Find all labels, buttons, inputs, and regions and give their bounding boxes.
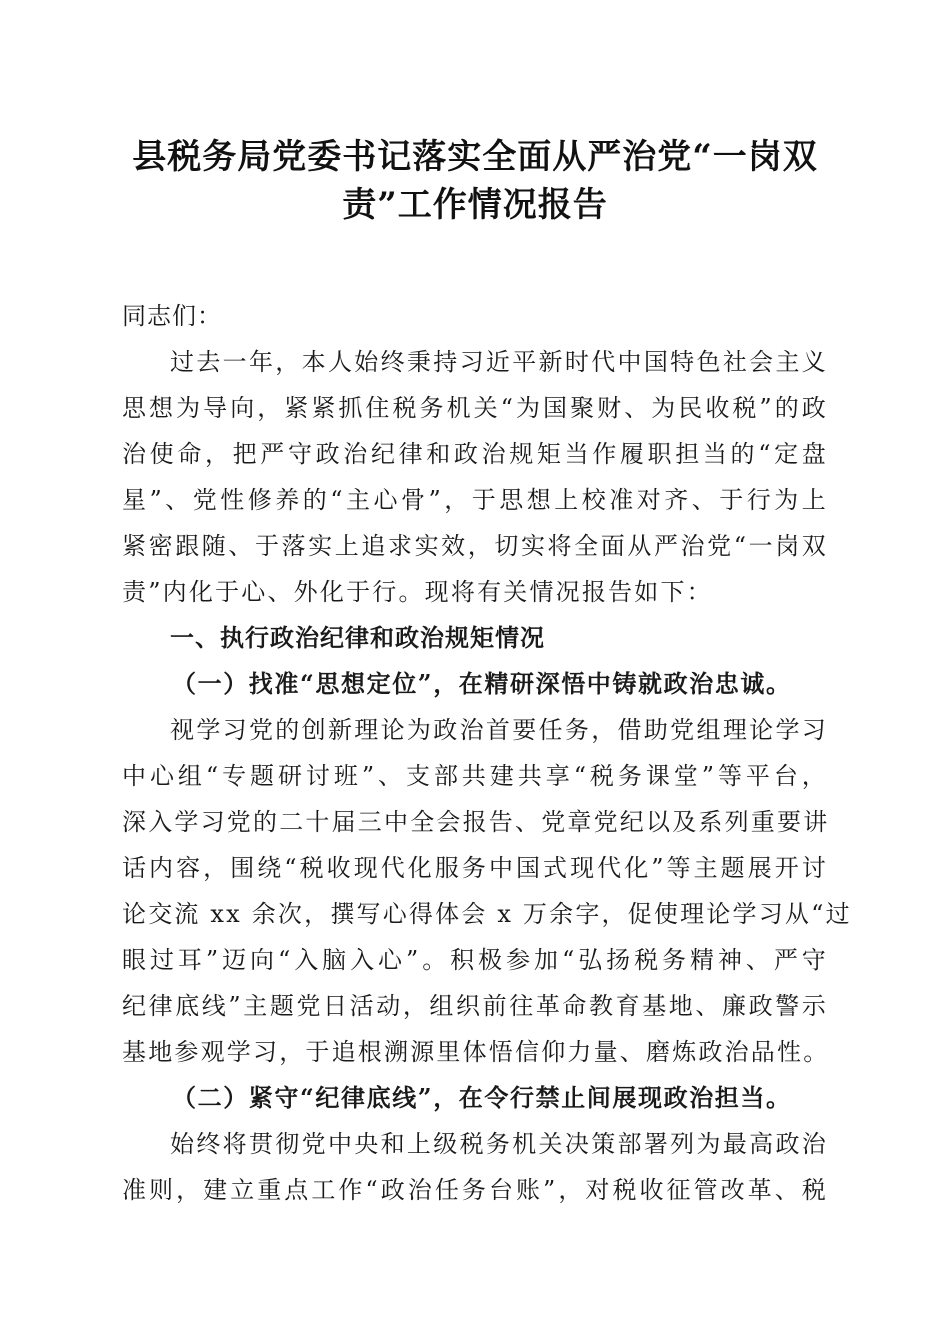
subsection-1-paragraph [122,707,852,1075]
intro-line: 责”内化于心、外化于行。现将有关情况报告如下： [122,578,713,606]
paragraph-line: 眼过耳”迈向“入脑入心”。积极参加“弘扬税务精神、严守 [122,946,828,974]
paragraph-line: 中心组“专题研讨班”、支部共建共享“税务课堂”等平台， [122,762,828,790]
paragraph-line: 纪律底线”主题党日活动，组织前往革命教育基地、廉政警示 [122,992,828,1020]
document-body [122,339,852,1213]
subsection-heading-2: （二）紧守“纪律底线”，在令行禁止间展现政治担当。 [172,1083,792,1112]
title-line-2: 责”工作情况报告 [342,185,608,225]
intro-line: 紧密跟随、于落实上追求实效，切实将全面从严治党“一岗双 [122,532,828,560]
paragraph-line: 话内容，围绕“税收现代化服务中国式现代化”等主题展开讨 [122,854,828,882]
paragraph-line: 基地参观学习，于追根溯源里体悟信仰力量、磨炼政治品性。 [122,1038,830,1066]
paragraph-line: 始终将贯彻党中央和上级税务机关决策部署列为最高政治 [170,1130,828,1158]
document-title [122,133,828,229]
intro-line: 过去一年，本人始终秉持习近平新时代中国特色社会主义 [170,348,828,376]
paragraph-line: 深入学习党的二十届三中全会报告、党章党纪以及系列重要讲 [122,808,830,836]
subsection-heading-1: （一）找准“思想定位”，在精研深悟中铸就政治忠诚。 [172,669,792,698]
title-line-1: 县税务局党委书记落实全面从严治党“一岗双 [132,137,818,177]
intro-line: 星”、党性修养的“主心骨”，于思想上校准对齐、于行为上 [122,486,828,514]
intro-line: 思想为导向，紧紧抓住税务机关“为国聚财、为民收税”的政 [122,394,828,422]
salutation: 同志们： [122,302,222,330]
subsection-2-paragraph [122,1121,828,1213]
section-heading-1: 一、执行政治纪律和政治规矩情况 [170,623,545,652]
paragraph-line: 视学习党的创新理论为政治首要任务，借助党组理论学习 [170,716,828,744]
paragraph-line: 论交流 xx 余次，撰写心得体会 x 万余字，促使理论学习从“过 [122,900,852,928]
paragraph-line: 准则，建立重点工作“政治任务台账”，对税收征管改革、税 [122,1176,828,1204]
intro-line: 治使命，把严守政治纪律和政治规矩当作履职担当的“定盘 [122,440,828,468]
intro-paragraph [122,339,828,615]
